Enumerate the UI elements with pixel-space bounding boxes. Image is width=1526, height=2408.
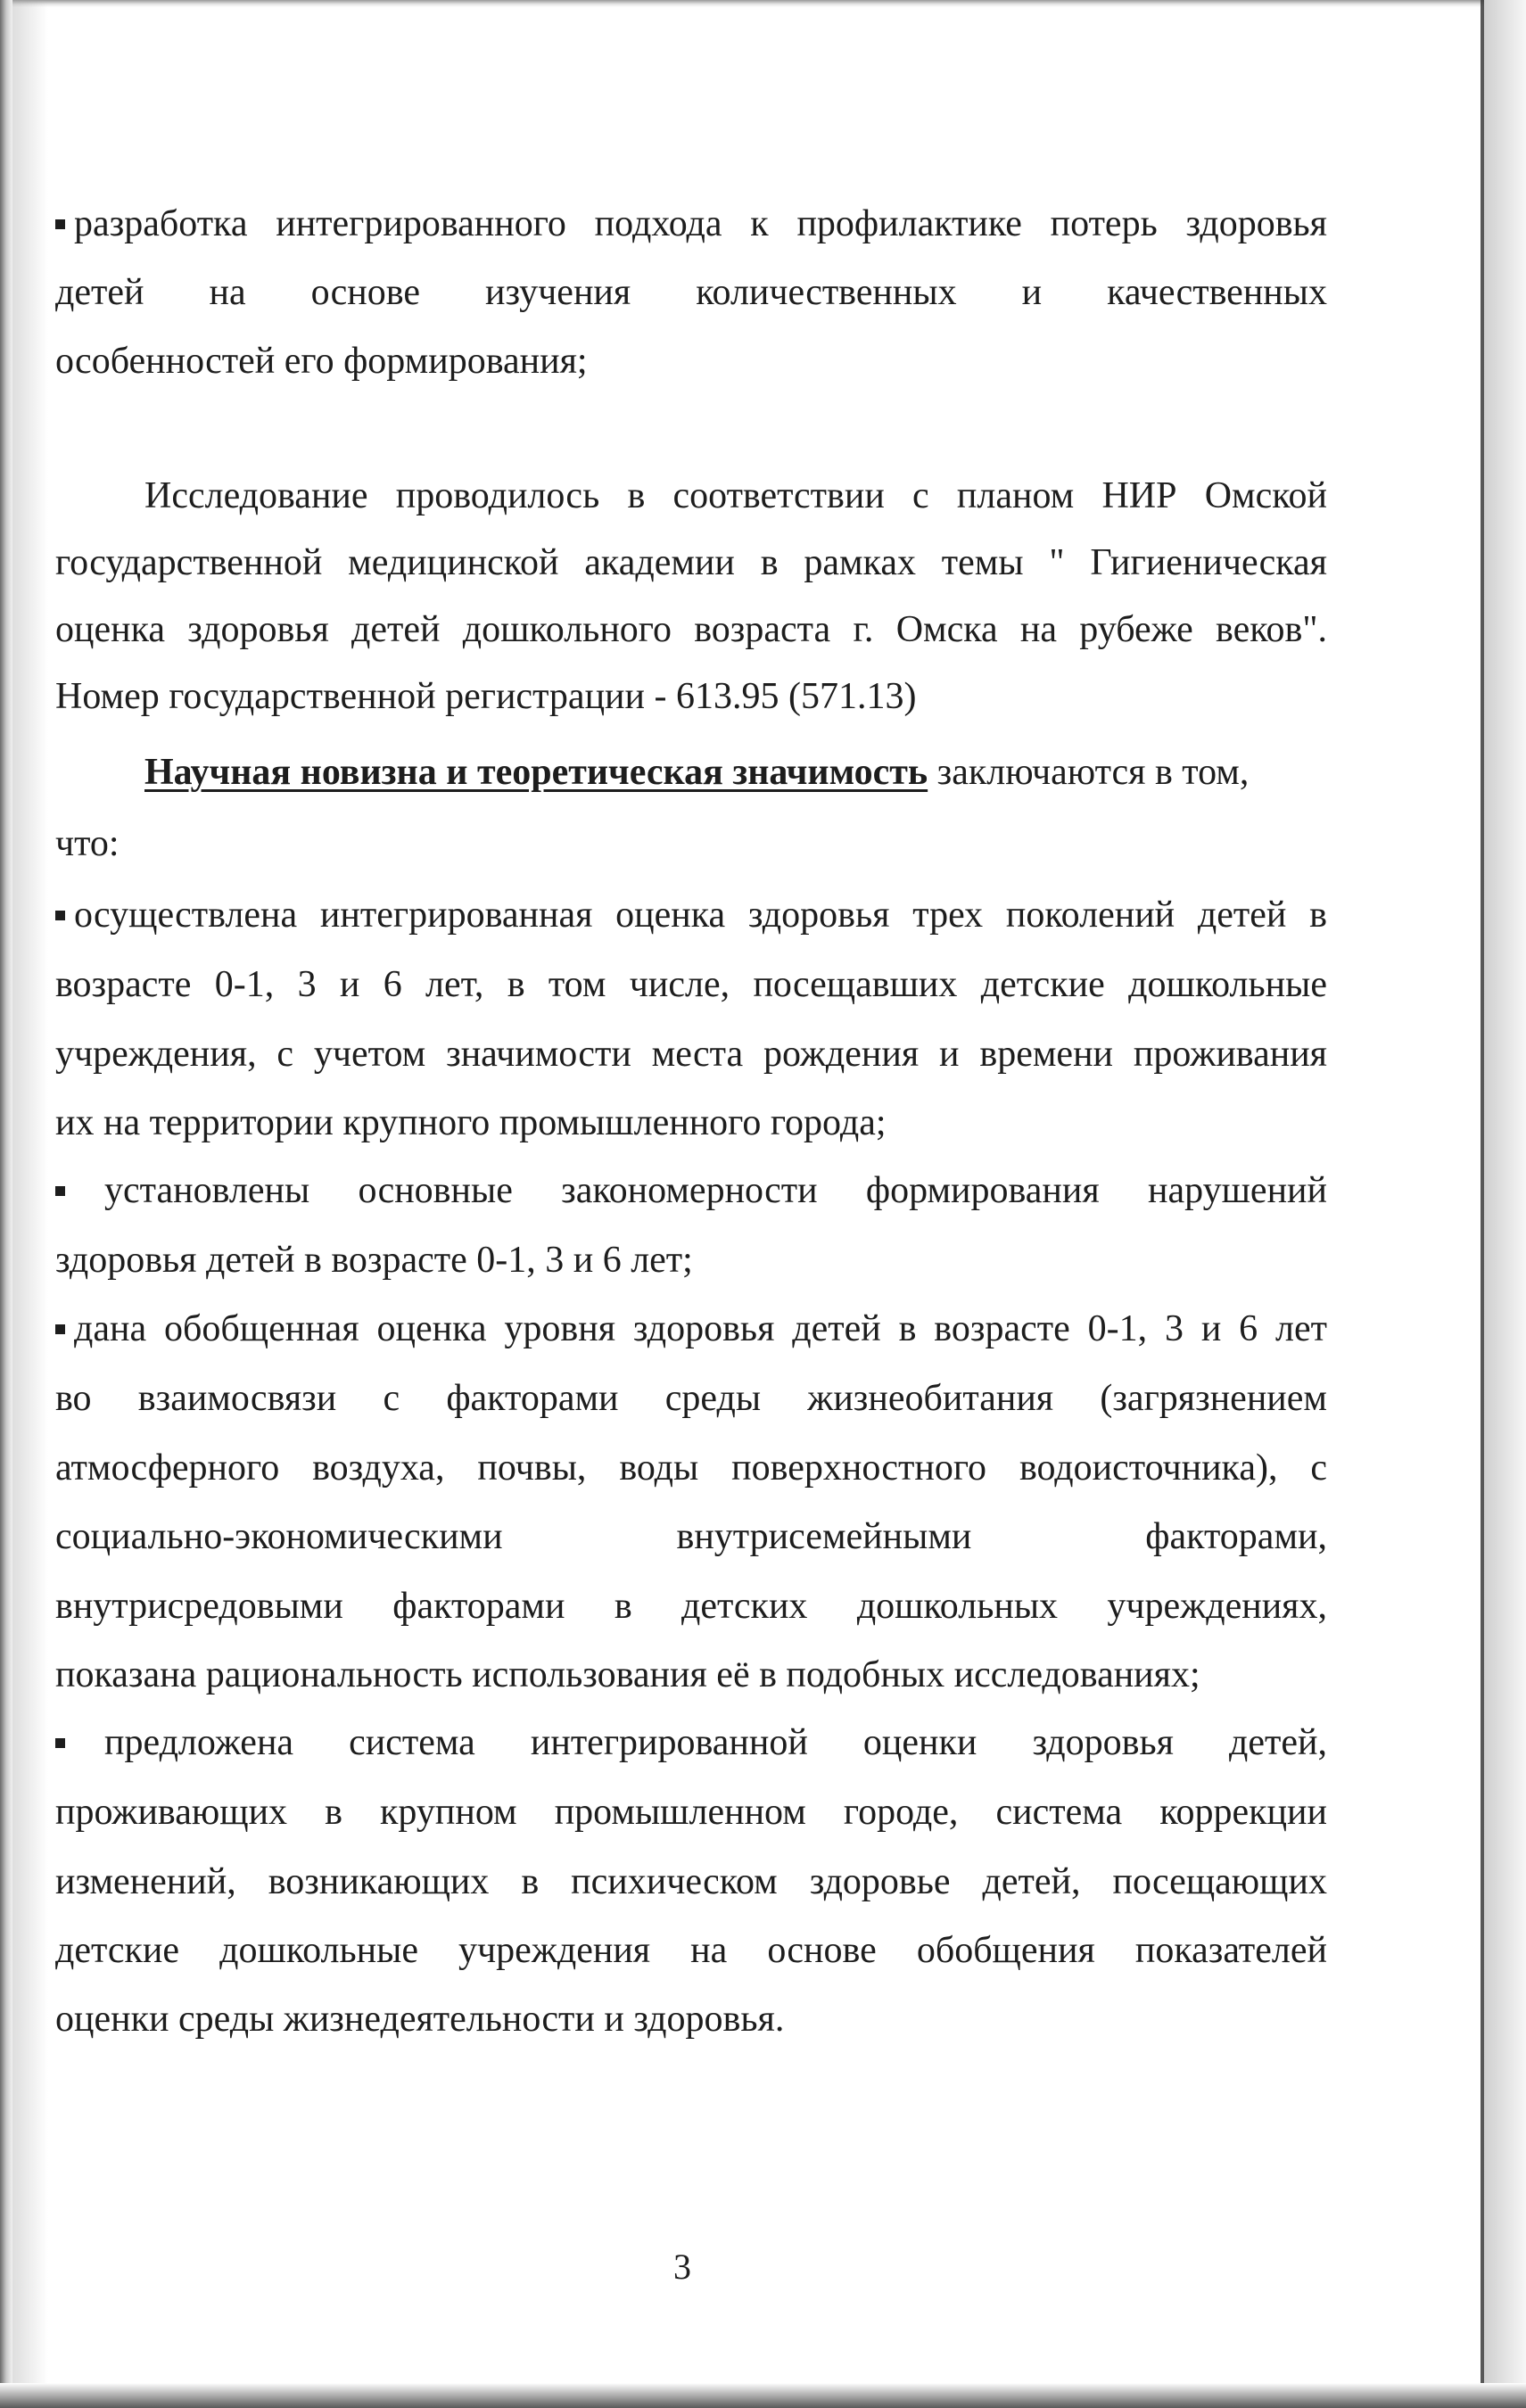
bullet-1-line-3: учреждения, с учетом значимости места рождения и времени проживания xyxy=(55,1034,1327,1075)
scan-left-shadow xyxy=(12,0,48,2408)
bullet-3-line-1: дана обобщенная оценка уровня здоровья детей в возрасте 0-1, 3 и 6 лет xyxy=(55,1306,1327,1352)
bullet-4-line-3: изменений, возникающих в психическом здоровье детей, посещающих xyxy=(55,1861,1327,1902)
bullet-4-line-4: детские дошкольные учреждения на основе обобщения показателей xyxy=(55,1930,1327,1971)
square-bullet-icon xyxy=(55,219,65,229)
paragraph-2-line-2: государственной медицинской академии в рамках темы " Гигиеническая xyxy=(55,542,1327,583)
novelty-heading: Научная новизна и теоретическая значимость xyxy=(144,752,928,793)
paragraph-2-line-3: оценка здоровья детей дошкольного возраста г. Омска на рубеже веков". xyxy=(55,609,1327,650)
paragraph-2-line-4: Номер государственной регистрации - 613.95 (571.13) xyxy=(55,676,917,717)
novelty-heading-tail: заключаются в том, xyxy=(928,752,1250,793)
bullet-1-line-1: осуществлена интегрированная оценка здоровья трех поколений детей в xyxy=(55,892,1327,938)
square-bullet-icon xyxy=(55,1738,65,1748)
bullet-3-line-3: атмосферного воздуха, почвы, воды поверхностного водоисточника), с xyxy=(55,1447,1327,1489)
bullet-3-line-5: внутрисредовыми факторами в детских дошкольных учреждениях, xyxy=(55,1586,1327,1627)
bullet-4-line-1: предложена система интегрированной оценки здоровья детей, xyxy=(55,1719,1327,1766)
bullet-2-line-2: здоровья детей в возрасте 0-1, 3 и 6 лет; xyxy=(55,1240,693,1281)
page-number: 3 xyxy=(673,2247,691,2287)
scan-top-edge xyxy=(0,0,1526,7)
bullet-3-line-4: социально-экономическими внутрисемейными факторами, xyxy=(55,1516,1327,1557)
bullet-4-line-5: оценки среды жизнедеятельности и здоровья. xyxy=(55,1999,785,2040)
novelty-line-2: что: xyxy=(55,823,120,864)
bullet-2-line-1: установлены основные закономерности формирования нарушений xyxy=(55,1167,1327,1214)
bullet-1-line-4: их на территории крупного промышленного города; xyxy=(55,1102,887,1143)
square-bullet-icon xyxy=(55,1186,65,1196)
square-bullet-icon xyxy=(55,1324,65,1334)
scan-right-margin xyxy=(1484,0,1526,2408)
paragraph-2-line-1: Исследование проводилось в соответствии с планом НИР Омской xyxy=(144,475,1327,516)
bullet-3-line-6: показана рациональность использования её в подобных исследованиях; xyxy=(55,1654,1200,1695)
paragraph-1-line-1: разработка интегрированного подхода к профилактике потерь здоровья xyxy=(55,201,1327,247)
scan-bottom-edge xyxy=(0,2383,1526,2408)
novelty-heading-line xyxy=(144,749,1327,796)
paragraph-1-line-3: особенностей его формирования; xyxy=(55,341,588,382)
square-bullet-icon xyxy=(55,911,65,920)
bullet-4-line-2: проживающих в крупном промышленном городе, система коррекции xyxy=(55,1792,1327,1833)
paragraph-1-line-2: детей на основе изучения количественных и качественных xyxy=(55,272,1327,313)
scan-left-edge xyxy=(0,0,12,2408)
bullet-1-line-2: возрасте 0-1, 3 и 6 лет, в том числе, посещавших детские дошкольные xyxy=(55,964,1327,1005)
bullet-3-line-2: во взаимосвязи с факторами среды жизнеобитания (загрязнением xyxy=(55,1378,1327,1419)
